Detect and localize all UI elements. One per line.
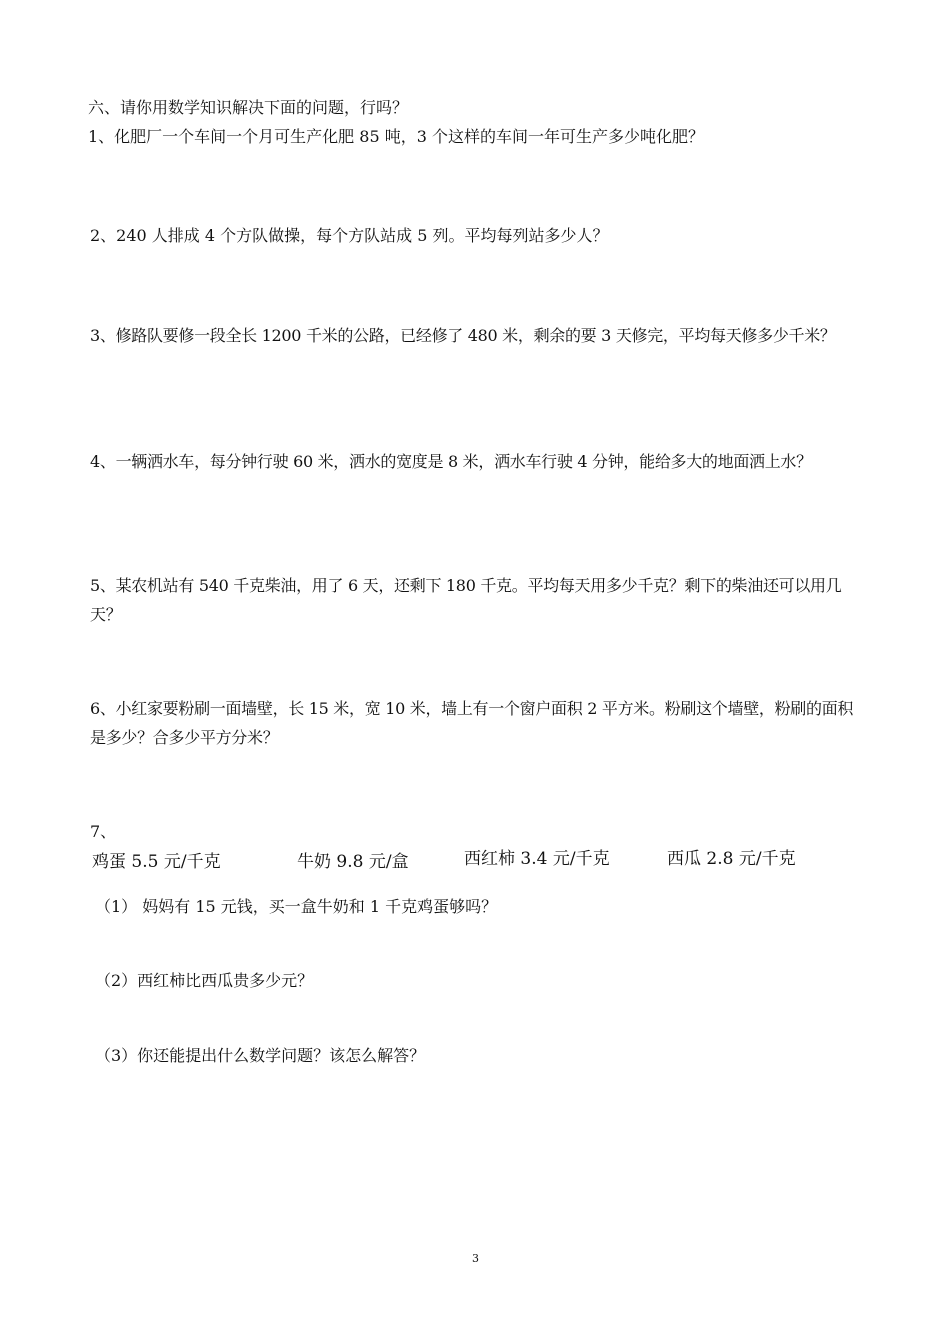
subquestion-3: （3）你还能提出什么数学问题？该怎么解答？ xyxy=(95,1046,426,1065)
price-tomato: 西红柿 3.4 元/千克 xyxy=(464,849,610,869)
subquestion-2: （2）西红柿比西瓜贵多少元？ xyxy=(95,971,314,990)
problem-5: 5、某农机站有 540 千克柴油，用了 6 天，还剩下 180 千克。平均每天用多少千克？剩下的柴油还可以用几天？ xyxy=(90,576,842,624)
problem-7-label: 7、 xyxy=(90,822,117,841)
price-milk: 牛奶 9.8 元/盒 xyxy=(297,852,409,872)
problem-1: 1、化肥厂一个车间一个月可生产化肥 85 吨，3 个这样的车间一年可生产多少吨化肥？ xyxy=(88,127,704,146)
section-title: 六、请你用数学知识解决下面的问题，行吗？ xyxy=(88,98,409,117)
price-watermelon: 西瓜 2.8 元/千克 xyxy=(667,849,796,869)
problem-3: 3、修路队要修一段全长 1200 千米的公路，已经修了 480 米，剩余的要 3 天修完，平均每天修多少千米？ xyxy=(90,326,836,345)
price-eggs: 鸡蛋 5.5 元/千克 xyxy=(92,852,221,872)
problem-4: 4、一辆洒水车，每分钟行驶 60 米，洒水的宽度是 8 米，洒水车行驶 4 分钟，能给多大的地面洒上水？ xyxy=(90,452,812,471)
subquestion-1: （1） 妈妈有 15 元钱，买一盒牛奶和 1 千克鸡蛋够吗？ xyxy=(95,897,498,916)
problem-2: 2、240 人排成 4 个方队做操，每个方队站成 5 列。平均每列站多少人？ xyxy=(90,226,609,245)
problem-6: 6、小红家要粉刷一面墙壁，长 15 米，宽 10 米，墙上有一个窗户面积 2 平方米。粉刷这个墙壁，粉刷的面积是多少？合多少平方分米？ xyxy=(90,699,854,747)
page-number: 3 xyxy=(472,1252,479,1265)
